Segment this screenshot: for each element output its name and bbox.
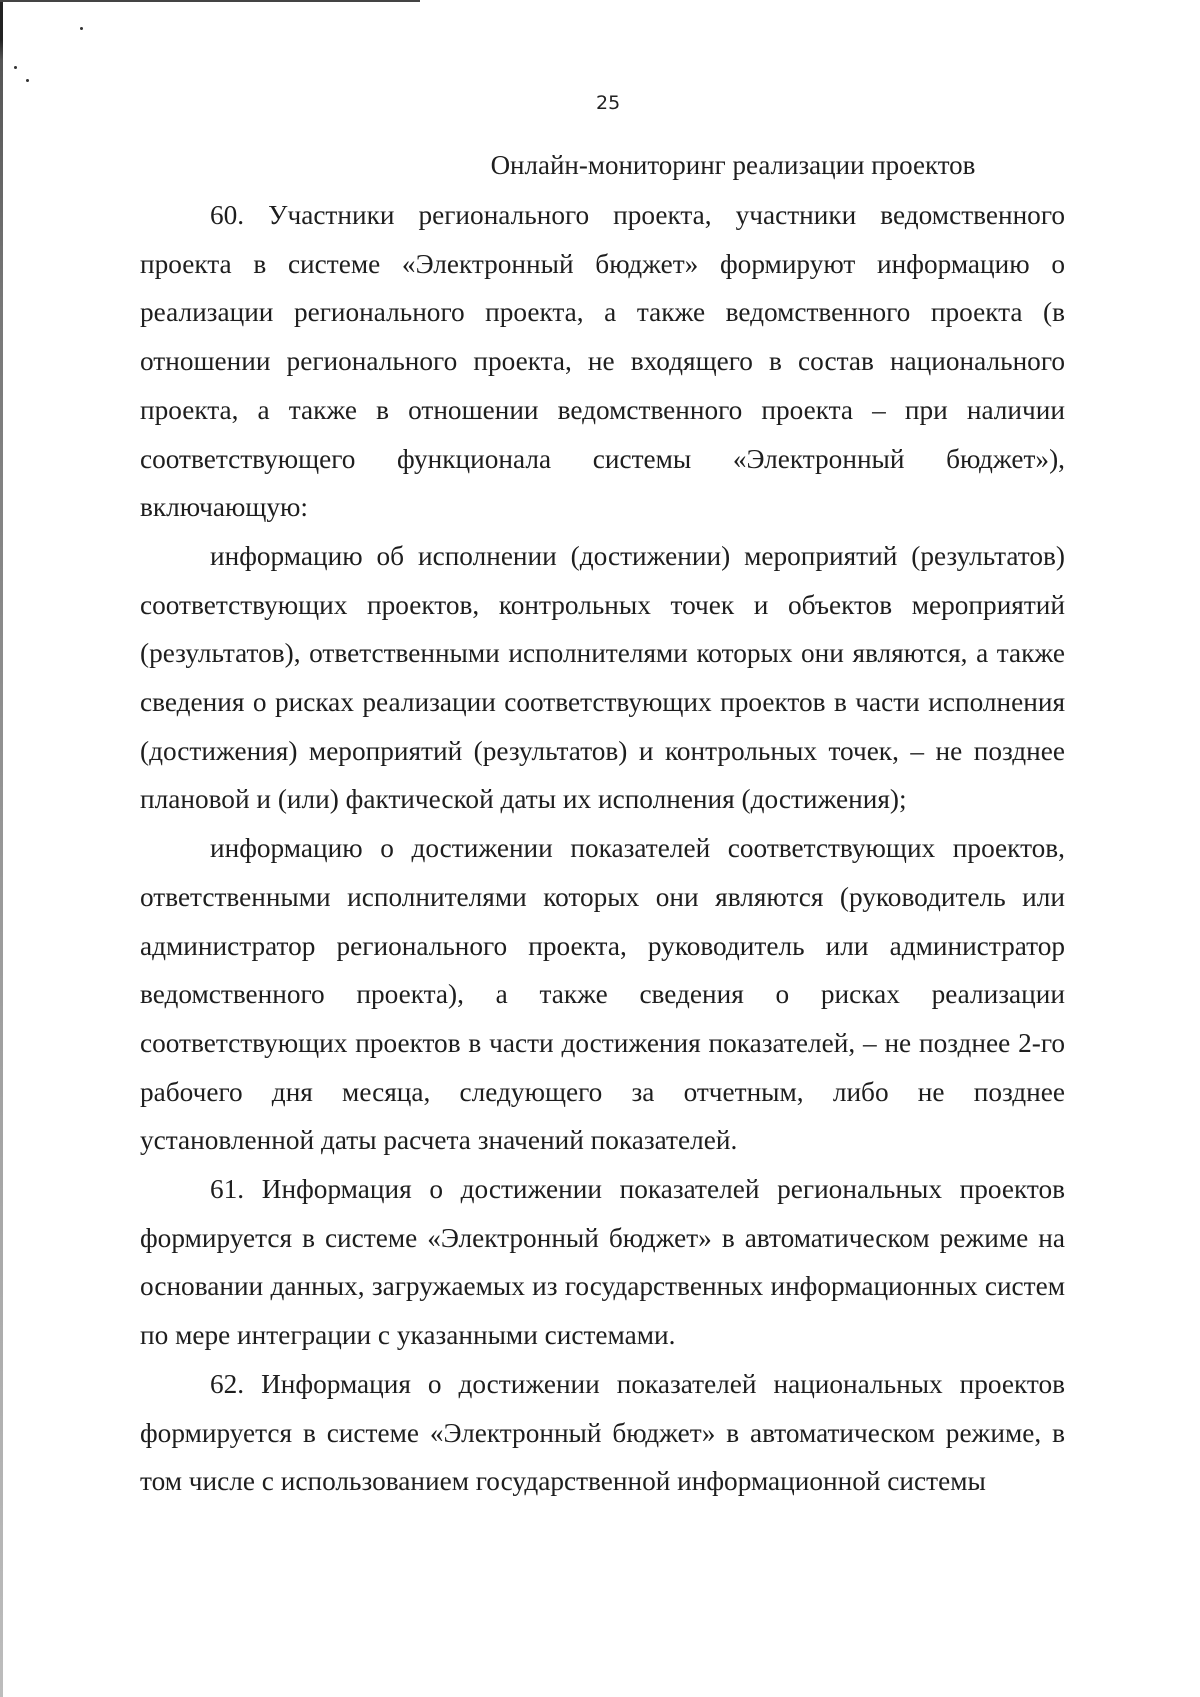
paragraph-activities-info: информацию об исполнении (достижении) мероприятий (результатов) соответствующих проектов, контрольных точек и объектов мероприятий (результатов), ответственными исполнителями которых они являются, а также сведения о рисках реализации соответствующих проектов в части исполнения (достижения) мероприятий (результатов) и контрольных точек, – не позднее плановой и (или) фактической даты их исполнения (достижения); [140,540,1065,815]
page-number: 25 [596,92,621,114]
scan-speck [80,27,83,30]
scan-speck [26,79,29,82]
paragraph-indicators-info: информацию о достижении показателей соответствующих проектов, ответственными исполнителями которых они являются (руководитель или администратор регионального проекта, руководитель или администратор ведомственного проекта), а также сведения о рисках реализации соответствующих проектов в части достижения показателей, – не позднее 2-го рабочего дня месяца, следующего за отчетным, либо не позднее установленной даты расчета значений показателей. [140,833,1065,1156]
paragraph-60: 60. Участники регионального проекта, участники ведомственного проекта в системе «Электронный бюджет» формируют информацию о реализации регионального проекта, а также ведомственного проекта (в отношении регионального проекта, не входящего в состав национального проекта, а также в отношении ведомственного проекта – при наличии соответствующего функционала системы «Электронный бюджет»), включающую: [140,200,1065,523]
paragraph-61: 61. Информация о достижении показателей региональных проектов формируется в системе «Электронный бюджет» в автоматическом режиме на основании данных, загружаемых из государственных информационных систем по мере интеграции с указанными системами. [140,1174,1065,1351]
scan-top-shadow [0,0,420,2]
body-text [140,191,1065,1506]
scan-speck [14,66,17,69]
section-heading: Онлайн-мониторинг реализации проектов [490,150,976,180]
paragraph-62: 62. Информация о достижении показателей национальных проектов формируется в системе «Электронный бюджет» в автоматическом режиме, в том числе с использованием государственной информационной системы [140,1368,1065,1497]
scan-edge-shadow [0,0,3,1697]
